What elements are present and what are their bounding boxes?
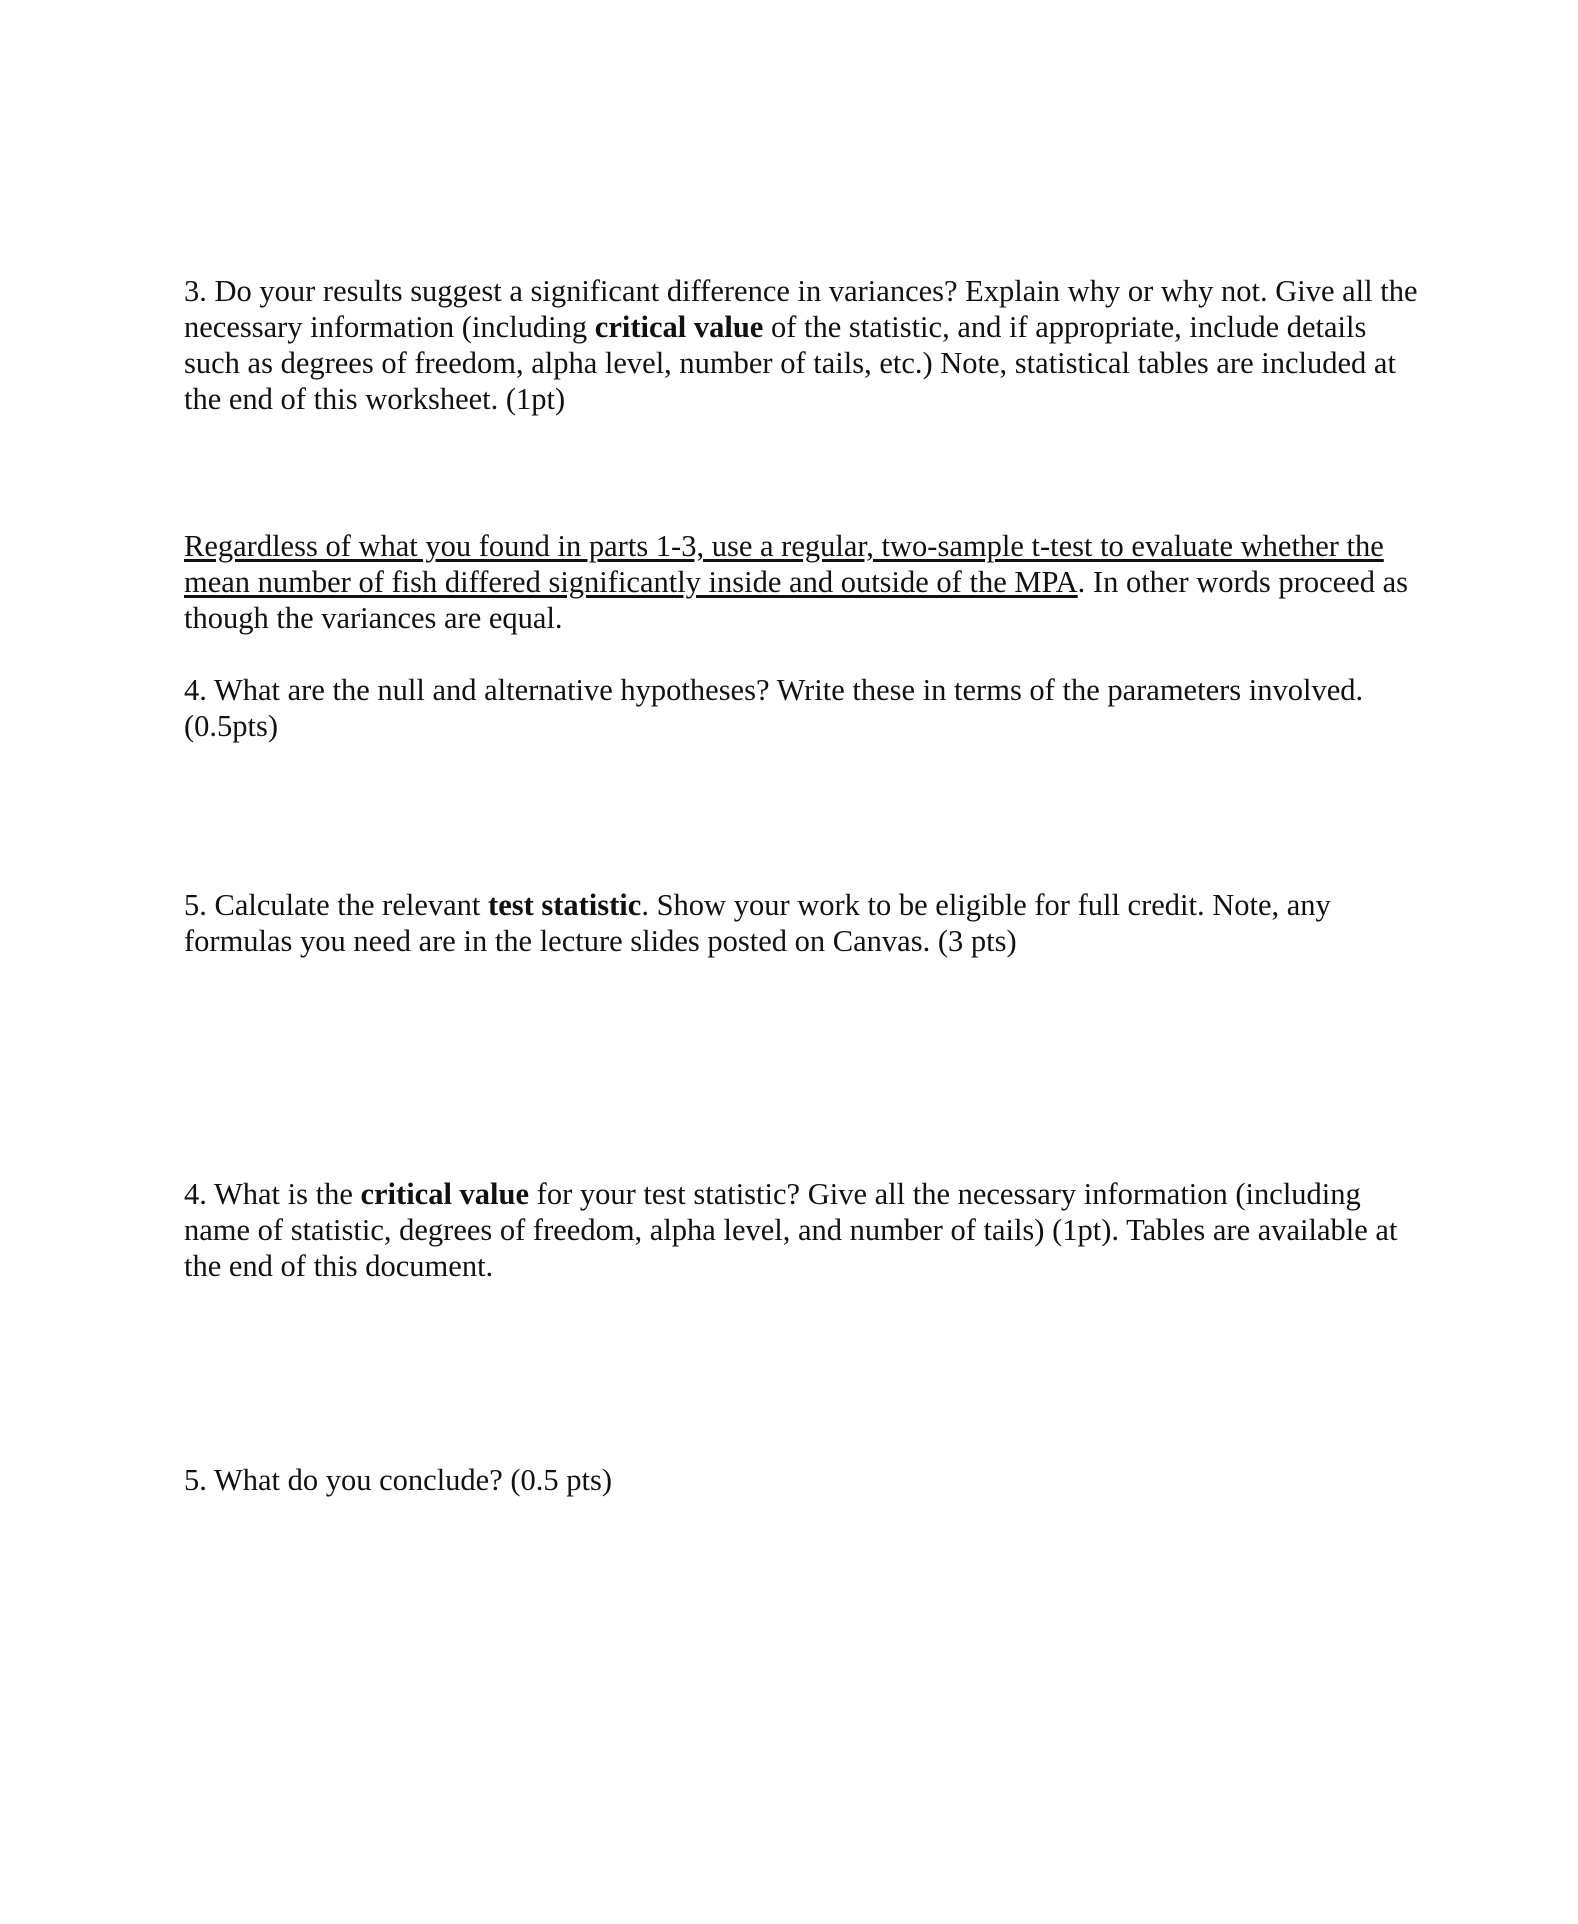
question-5-test-statistic (184, 887, 1424, 959)
question-5-text-start: 5. Calculate the relevant (184, 888, 489, 922)
question-5-text-end: . Show your work to be eligible for full credit. Note, any formulas you need are in the lecture slides posted on Canvas. (3 pts) (184, 888, 1331, 958)
question-5-conclusion-text: 5. What do you conclude? (0.5 pts) (184, 1463, 613, 1497)
instruction-text-end: . In other words proceed as though the variances are equal. (184, 565, 1408, 635)
question-3-text-end: of the statistic, and if appropriate, include details such as degrees of freedom, alpha level, number of tails, etc.) Note, statistical tables are included at the end of this worksheet. (1pt) (184, 310, 1396, 416)
question-4-critical-value (184, 1176, 1424, 1284)
question-3-bold-term: critical value (594, 310, 764, 344)
question-4b-text-start: 4. What is the (184, 1177, 361, 1211)
question-5-conclusion (184, 1462, 1424, 1498)
question-4-hypotheses-text: 4. What are the null and alternative hypotheses? Write these in terms of the parameters involved. (0.5pts) (184, 673, 1364, 743)
question-4-hypotheses (184, 672, 1424, 744)
question-3-text-start: 3. Do your results suggest a significant difference in variances? Explain why or why not. Give all the necessary information (including (184, 274, 1418, 344)
question-5-bold-term: test statistic (488, 888, 642, 922)
t-test-instruction (184, 528, 1424, 636)
instruction-underlined-text: Regardless of what you found in parts 1-3, use a regular, two-sample t-test to evaluate whether the mean number of fish differed significantly inside and outside of the MPA (184, 529, 1384, 599)
question-3 (184, 273, 1424, 417)
question-4b-text-end: for your test statistic? Give all the necessary information (including name of statistic, degrees of freedom, alpha level, and number of tails) (1pt). Tables are available at the end of this document. (184, 1177, 1398, 1283)
question-4b-bold-term: critical value (360, 1177, 530, 1211)
